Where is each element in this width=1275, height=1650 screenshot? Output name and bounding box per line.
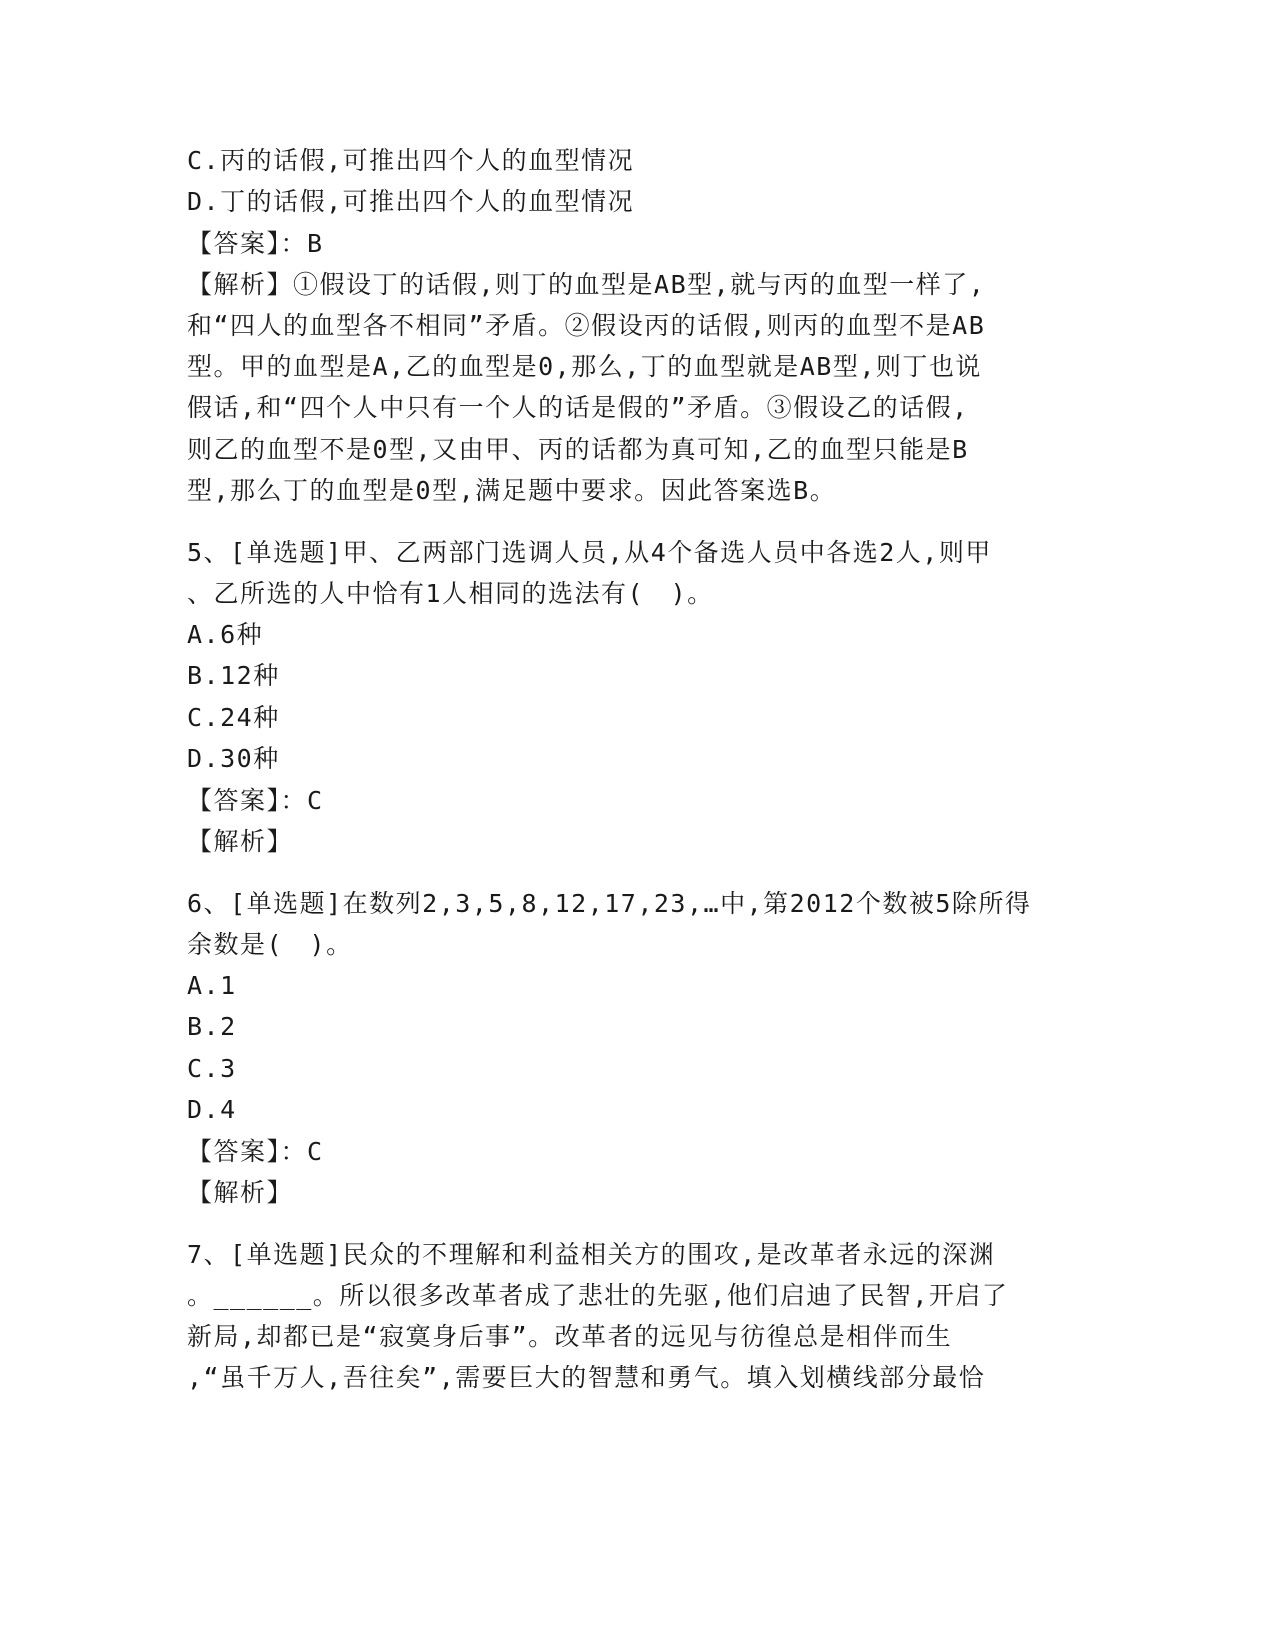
q4-option-d: D.丁的话假,可推出四个人的血型情况 bbox=[187, 187, 635, 216]
q7-stem-line: 7、[单选题]民众的不理解和利益相关方的围攻,是改革者永远的深渊 bbox=[187, 1240, 996, 1269]
q6-option-c: C.3 bbox=[187, 1054, 237, 1083]
q6-analysis: 【解析】 bbox=[187, 1178, 294, 1207]
q4-analysis-line: 和“四人的血型各不相同”矛盾。②假设丙的话假,则丙的血型不是AB bbox=[187, 311, 986, 340]
q5-option-a: A.6种 bbox=[187, 620, 264, 649]
q4-option-c: C.丙的话假,可推出四个人的血型情况 bbox=[187, 146, 635, 175]
q5-stem-line: 、乙所选的人中恰有1人相同的选法有( )。 bbox=[187, 579, 714, 608]
q5-answer: 【答案】：C bbox=[187, 786, 324, 815]
q5-option-d: D.30种 bbox=[187, 744, 280, 773]
q4-analysis-line: 型,那么丁的血型是0型,满足题中要求。因此答案选B。 bbox=[187, 476, 837, 505]
q5-analysis: 【解析】 bbox=[187, 827, 294, 856]
q4-answer: 【答案】：B bbox=[187, 229, 324, 258]
q6-stem-line: 6、[单选题]在数列2,3,5,8,12,17,23,…中,第2012个数被5除所得 bbox=[187, 889, 1032, 918]
q7-stem-line: 新局,却都已是“寂寞身后事”。改革者的远见与彷徨总是相伴而生 bbox=[187, 1322, 953, 1351]
q5-option-c: C.24种 bbox=[187, 703, 280, 732]
q6-stem-line: 余数是( )。 bbox=[187, 930, 353, 959]
q7-stem-line: ,“虽千万人,吾往矣”,需要巨大的智慧和勇气。填入划横线部分最恰 bbox=[187, 1363, 986, 1392]
q4-analysis-line: 【解析】①假设丁的话假,则丁的血型是AB型,就与丙的血型一样了, bbox=[187, 270, 986, 299]
q7-stem-line: 。______。所以很多改革者成了悲壮的先驱,他们启迪了民智,开启了 bbox=[187, 1281, 1009, 1310]
q5-option-b: B.12种 bbox=[187, 661, 280, 690]
q6-option-a: A.1 bbox=[187, 971, 237, 1000]
q4-analysis-line: 型。甲的血型是A,乙的血型是0,那么,丁的血型就是AB型,则丁也说 bbox=[187, 352, 982, 381]
q6-option-b: B.2 bbox=[187, 1012, 237, 1041]
q5-stem-line: 5、[单选题]甲、乙两部门选调人员,从4个备选人员中各选2人,则甲 bbox=[187, 538, 992, 567]
q4-analysis-line: 则乙的血型不是0型,又由甲、丙的话都为真可知,乙的血型只能是B bbox=[187, 435, 969, 464]
q4-analysis-line: 假话,和“四个人中只有一个人的话是假的”矛盾。③假设乙的话假, bbox=[187, 393, 969, 422]
q6-option-d: D.4 bbox=[187, 1095, 237, 1124]
q6-answer: 【答案】：C bbox=[187, 1137, 324, 1166]
